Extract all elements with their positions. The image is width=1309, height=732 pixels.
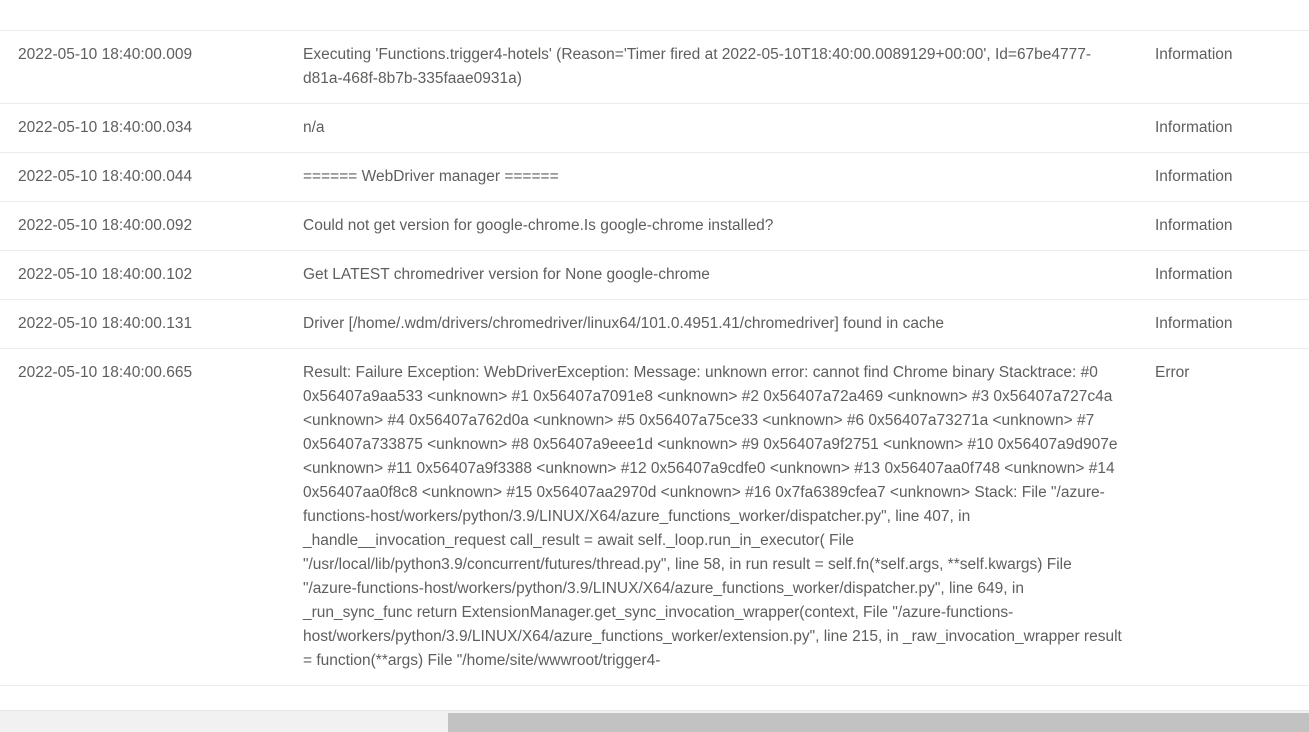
horizontal-scrollbar[interactable] (0, 710, 1309, 732)
message-cell: Executing 'Functions.trigger4-hotels' (Reason='Timer fired at 2022-05-10T18:40:00.0089129+00:00', Id=67be4777-d81a-468f-8b7b-335faae0931a) (303, 46, 1092, 87)
timestamp-cell: 2022-05-10 18:40:00.044 (18, 168, 193, 185)
log-row[interactable] (0, 349, 1309, 686)
timestamp-cell: 2022-05-10 18:40:00.009 (18, 46, 193, 63)
level-cell: Error (1155, 364, 1190, 381)
level-cell: Information (1155, 119, 1233, 136)
log-table (0, 30, 1309, 686)
horizontal-scrollbar-thumb[interactable] (448, 713, 1309, 732)
level-cell: Information (1155, 266, 1233, 283)
timestamp-cell: 2022-05-10 18:40:00.665 (18, 364, 193, 381)
log-row[interactable] (0, 153, 1309, 202)
timestamp-cell: 2022-05-10 18:40:00.092 (18, 217, 193, 234)
message-cell: Result: Failure Exception: WebDriverException: Message: unknown error: cannot find Chrome binary Stacktrace: #0 0x56407a9aa533 <unknown> #1 0x56407a7091e8 <unknown> #2 0x56407a72a469 <unknown> #3 0x56407a727c4a <unknown> #4 0x56407a762d0a <unknown> #5 0x56407a75ce33 <unknown> #6 0x56407a73271a <unknown> #7 0x56407a733875 <unknown> #8 0x56407a9eee1d <unknown> #9 0x56407a9f2751 <unknown> #10 0x56407a9d907e <unknown> #11 0x56407a9f3388 <unknown> #12 0x56407a9cdfe0 <unknown> #13 0x56407aa0f748 <unknown> #14 0x56407aa0f8c8 <unknown> #15 0x56407aa2970d <unknown> #16 0x7fa6389cfea7 <unknown> Stack: File "/azure-functions-host/workers/python/3.9/LINUX/X64/azure_functions_worker/dispatcher.py", line 407, in _handle__invocation_request call_result = await self._loop.run_in_executor( File "/usr/local/lib/python3.9/concurrent/futures/thread.py", line 58, in run result = self.fn(*self.args, **self.kwargs) File "/azure-functions-host/workers/python/3.9/LINUX/X64/azure_functions_worker/dispatcher.py", line 649, in _run_sync_func return ExtensionManager.get_sync_invocation_wrapper(context, File "/azure-functions-host/workers/python/3.9/LINUX/X64/azure_functions_worker/extension.py", line 215, in _raw_invocation_wrapper result = function(**args) File "/home/site/wwwroot/trigger4- (303, 364, 1122, 669)
message-cell: Driver [/home/.wdm/drivers/chromedriver/linux64/101.0.4951.41/chromedriver] found in cache (303, 315, 944, 332)
level-cell: Information (1155, 217, 1233, 234)
level-cell: Information (1155, 315, 1233, 332)
message-cell: ====== WebDriver manager ====== (303, 168, 559, 185)
message-cell: Get LATEST chromedriver version for None google-chrome (303, 266, 710, 283)
timestamp-cell: 2022-05-10 18:40:00.102 (18, 266, 193, 283)
timestamp-cell: 2022-05-10 18:40:00.034 (18, 119, 193, 136)
message-cell: Could not get version for google-chrome.Is google-chrome installed? (303, 217, 774, 234)
log-row[interactable] (0, 31, 1309, 104)
log-row[interactable] (0, 104, 1309, 153)
log-row[interactable] (0, 251, 1309, 300)
message-cell: n/a (303, 119, 325, 136)
level-cell: Information (1155, 46, 1233, 63)
timestamp-cell: 2022-05-10 18:40:00.131 (18, 315, 193, 332)
log-row[interactable] (0, 300, 1309, 349)
level-cell: Information (1155, 168, 1233, 185)
log-row[interactable] (0, 202, 1309, 251)
